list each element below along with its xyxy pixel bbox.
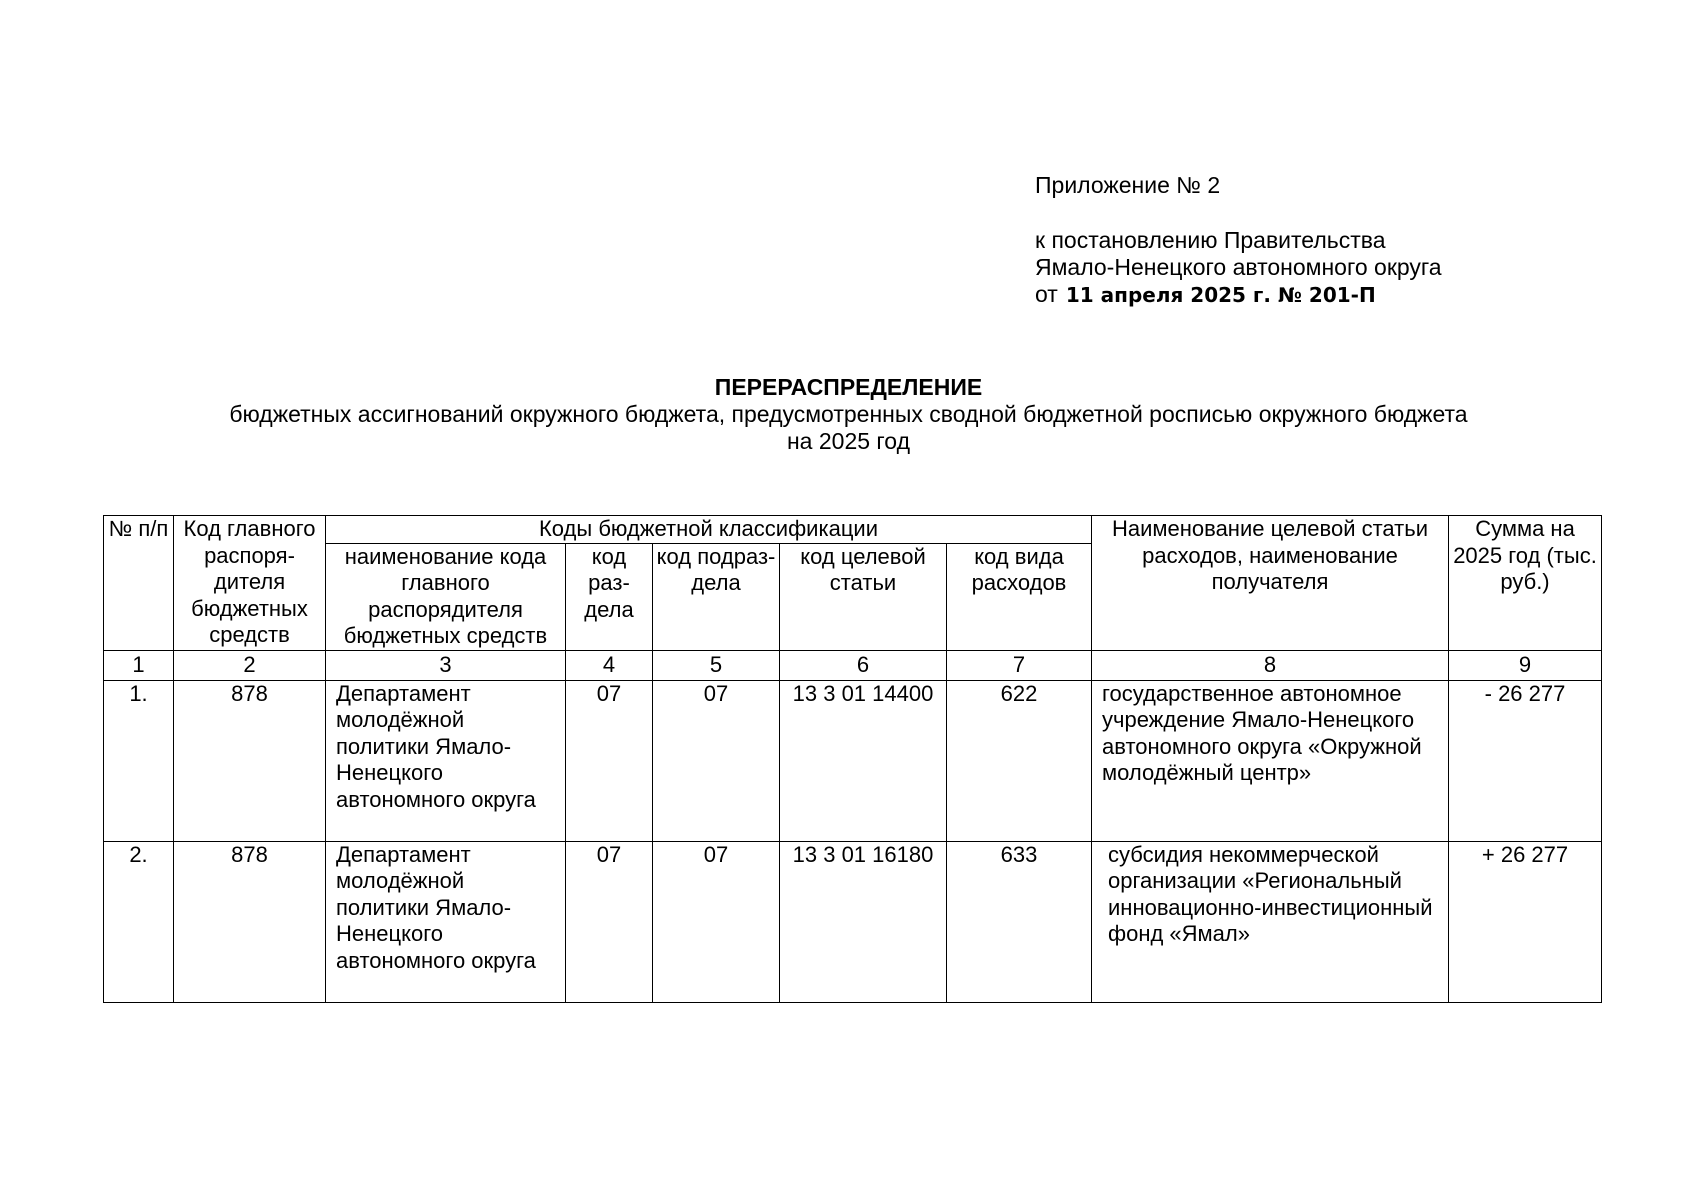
row-target-name: субсидия некоммерческой организации «Региональный инновационно-инвестиционный фонд «Ямал» <box>1092 841 1449 1002</box>
column-number: 2 <box>174 650 326 680</box>
header-target-item: код целевой статьи <box>780 543 947 650</box>
title-line-2: на 2025 год <box>786 428 911 454</box>
column-number: 9 <box>1449 650 1602 680</box>
appendix-date-number: 11 апреля 2025 г. № 201-П <box>1065 283 1376 307</box>
row-expense-type: 622 <box>947 680 1092 841</box>
document-title <box>100 374 1597 455</box>
header-classification: Коды бюджетной классификации <box>326 516 1092 544</box>
header-expense-type: код вида расходов <box>947 543 1092 650</box>
row-section: 07 <box>566 680 653 841</box>
appendix-block <box>1035 172 1442 309</box>
row-target-item: 13 3 01 14400 <box>780 680 947 841</box>
column-number: 7 <box>947 650 1092 680</box>
header-row-1 <box>104 516 1602 544</box>
header-sum: Сумма на 2025 год (тыс. руб.) <box>1449 516 1602 651</box>
column-number-row <box>104 650 1602 680</box>
column-number: 5 <box>653 650 780 680</box>
row-main-code: 878 <box>174 841 326 1002</box>
row-expense-type: 633 <box>947 841 1092 1002</box>
row-num: 1. <box>104 680 174 841</box>
row-main-code: 878 <box>174 680 326 841</box>
column-number: 8 <box>1092 650 1449 680</box>
column-number: 6 <box>780 650 947 680</box>
column-number: 4 <box>566 650 653 680</box>
row-manager-name: Департамент молодёжной политики Ямало-Ненецкого автономного округа <box>326 680 566 841</box>
header-main-code: Код главного распоря-дителя бюджетных средств <box>174 516 326 651</box>
row-section: 07 <box>566 841 653 1002</box>
column-number: 3 <box>326 650 566 680</box>
title-line-1: бюджетных ассигнований окружного бюджета, предусмотренных сводной бюджетной росписью окружного бюджета <box>229 401 1468 427</box>
column-number: 1 <box>104 650 174 680</box>
title-heading: ПЕРЕРАСПРЕДЕЛЕНИЕ <box>714 374 983 400</box>
header-target-name: Наименование целевой статьи расходов, наименование получателя <box>1092 516 1449 651</box>
header-section: код раз-дела <box>566 543 653 650</box>
table-row <box>104 841 1602 1002</box>
table-row <box>104 680 1602 841</box>
header-num: № п/п <box>104 516 174 651</box>
header-manager-name: наименование кода главного распорядителя бюджетных средств <box>326 543 566 650</box>
appendix-from-prefix: от <box>1035 281 1058 307</box>
row-manager-name: Департамент молодёжной политики Ямало-Ненецкого автономного округа <box>326 841 566 1002</box>
row-subsection: 07 <box>653 841 780 1002</box>
header-subsection: код подраз-дела <box>653 543 780 650</box>
row-target-name: государственное автономное учреждение Ямало-Ненецкого автономного округа «Окружной молодёжный центр» <box>1092 680 1449 841</box>
redistribution-table <box>103 515 1602 1003</box>
row-target-item: 13 3 01 16180 <box>780 841 947 1002</box>
appendix-label: Приложение № 2 <box>1035 172 1221 198</box>
row-subsection: 07 <box>653 680 780 841</box>
appendix-to-line: к постановлению Правительства <box>1035 227 1386 253</box>
row-sum: + 26 277 <box>1449 841 1602 1002</box>
appendix-region-line: Ямало-Ненецкого автономного округа <box>1035 254 1442 280</box>
appendix-date-line <box>1035 281 1442 309</box>
row-num: 2. <box>104 841 174 1002</box>
row-sum: - 26 277 <box>1449 680 1602 841</box>
